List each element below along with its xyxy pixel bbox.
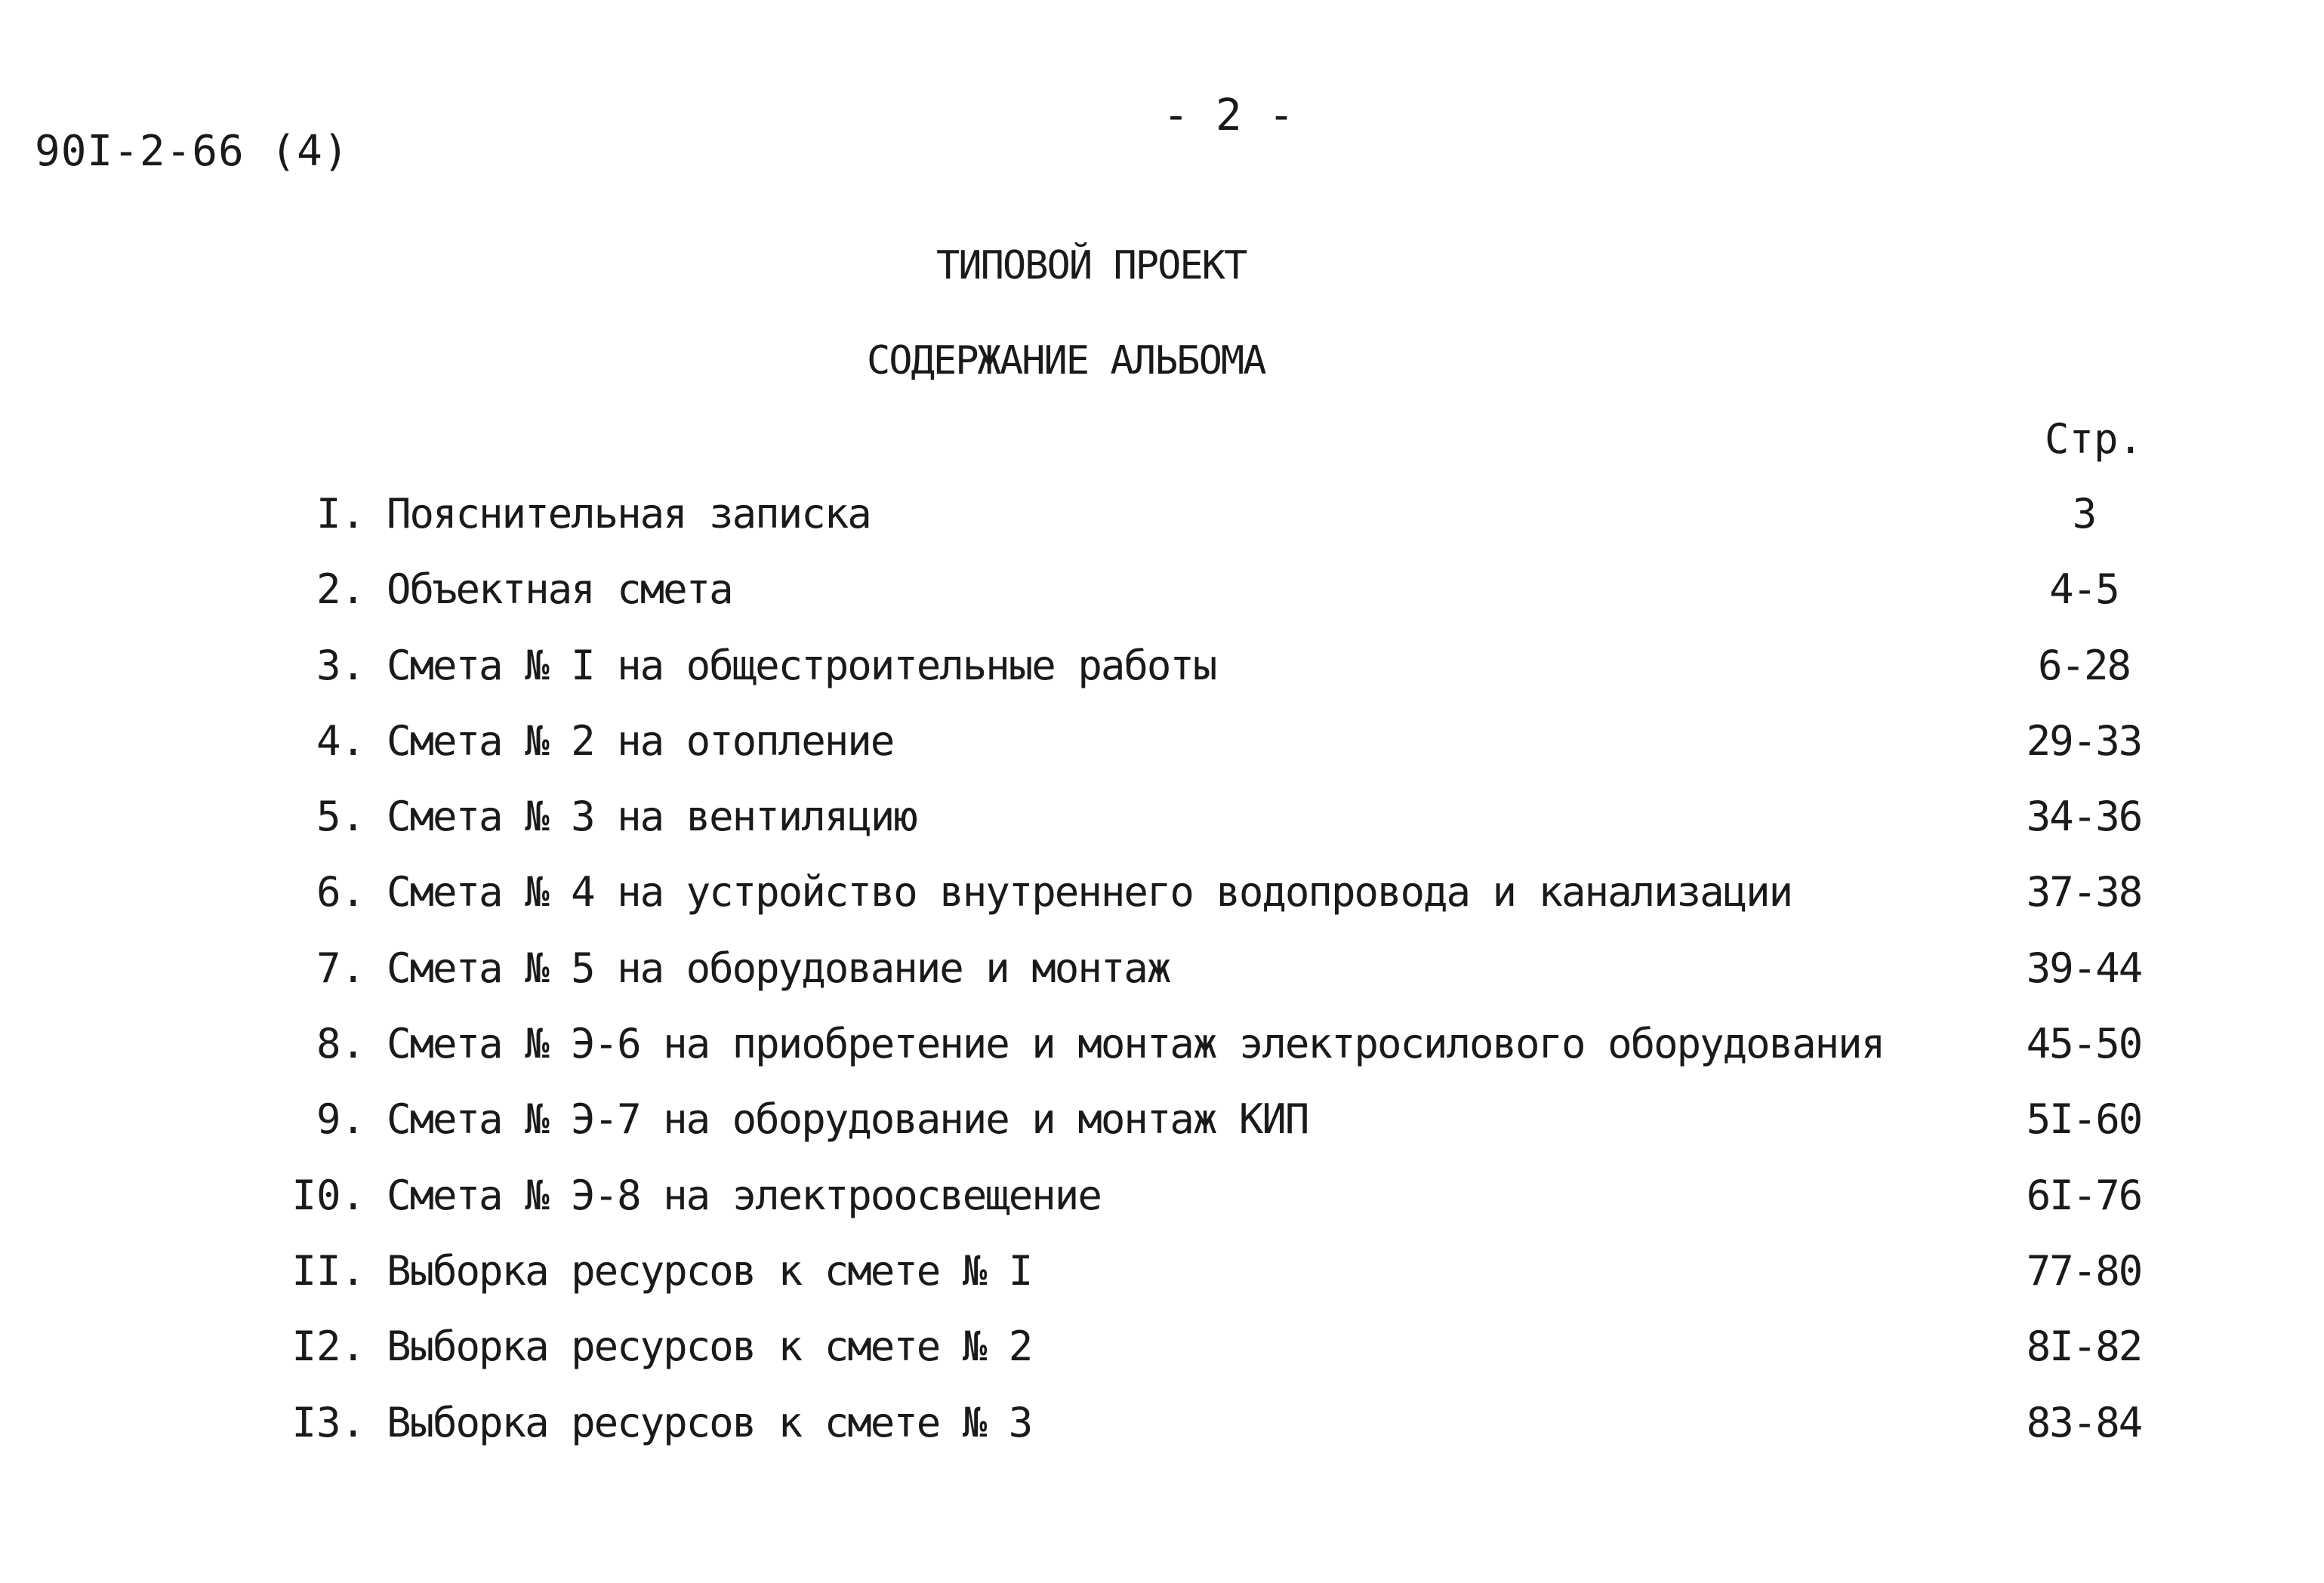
toc-item-title: Объектная смета [387,565,732,614]
toc-item-pages: 34-36 [2026,793,2142,841]
toc-row [0,1248,2324,1323]
toc-item-pages: 3 [2072,490,2096,537]
toc-item-title: Пояснительная записка [387,490,871,537]
toc-item-pages: 29-33 [2026,716,2142,765]
toc-item-title: Смета № 3 на вентиляцию [387,793,917,841]
toc-row [0,945,2324,1021]
toc-item-number: 9. [316,1095,365,1144]
toc-row [0,1323,2324,1399]
toc-row [0,793,2324,869]
document-subtitle: СОДЕРЖАНИЕ АЛЬБОМА [867,338,1265,383]
toc-item-title: Смета № Э-7 на оборудование и монтаж КИП [387,1095,1308,1144]
toc-item-number: I3. [291,1398,365,1446]
toc-row [0,642,2324,718]
toc-item-number: II. [291,1246,365,1295]
toc-item-number: 2. [316,565,365,614]
toc-item-title: Выборка ресурсов к смете № 2 [387,1323,1032,1371]
toc-row [0,718,2324,793]
toc-row [0,869,2324,944]
toc-item-number: I0. [291,1171,365,1219]
toc-item-title: Смета № Э-6 на приобретение и монтаж электросилового оборудования [387,1020,1885,1068]
toc-item-title: Смета № Э-8 на электроосвещение [387,1171,1101,1219]
toc-row [0,1172,2324,1248]
document-code: 90I-2-66 (4) [35,127,350,176]
toc-item-title: Смета № 5 на оборудование и монтаж [387,944,1170,992]
toc-item-title: Выборка ресурсов к смете № I [387,1246,1032,1295]
toc-item-pages: 6I-76 [2026,1171,2142,1219]
page-number: - 2 - [1163,89,1295,140]
toc-item-title: Смета № I на общестроительные работы [387,641,1216,689]
toc-item-number: I2. [291,1323,365,1371]
toc-item-pages: 39-44 [2026,944,2142,992]
toc-item-pages: 37-38 [2026,868,2142,916]
toc-item-pages: 77-80 [2026,1246,2142,1295]
toc-item-pages: 5I-60 [2026,1095,2142,1144]
toc-item-number: 6. [316,868,365,916]
page-column-header: Стр. [2045,415,2144,463]
toc-item-pages: 83-84 [2026,1398,2142,1446]
toc-row [0,566,2324,642]
toc-item-pages: 45-50 [2026,1020,2142,1068]
toc-row [0,1400,2324,1475]
toc-item-number: 7. [316,944,365,992]
toc-row [0,1096,2324,1172]
toc-item-pages: 4-5 [2049,565,2119,614]
toc-item-title: Смета № 4 на устройство внутреннего водопровода и канализации [387,868,1792,916]
toc-item-pages: 6-28 [2037,641,2131,689]
toc-item-title: Смета № 2 на отопление [387,716,894,765]
document-title: ТИПОВОЙ ПРОЕКТ [936,243,1247,288]
toc-item-number: 4. [316,716,365,765]
toc-row [0,1021,2324,1096]
toc-item-number: 8. [316,1020,365,1068]
toc-item-pages: 8I-82 [2026,1323,2142,1371]
toc-row [0,491,2324,566]
toc-item-number: I. [316,490,365,537]
toc-item-number: 3. [316,641,365,689]
table-of-contents [0,491,2324,1475]
toc-item-number: 5. [316,793,365,841]
toc-item-title: Выборка ресурсов к смете № 3 [387,1398,1032,1446]
